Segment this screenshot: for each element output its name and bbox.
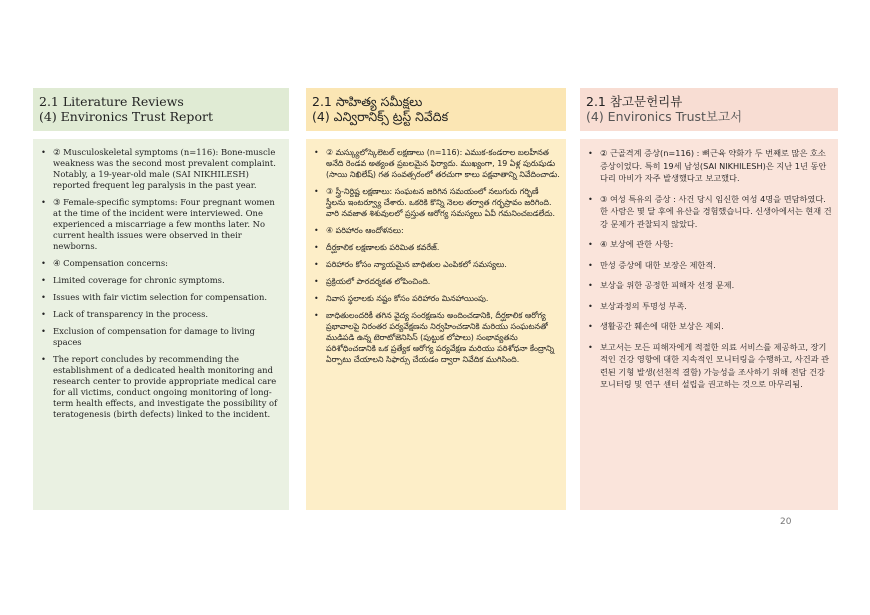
list-item: • ప్రక్రియలో పారదర్శకత లోపించింది. <box>312 276 560 287</box>
telugu-column <box>306 88 566 510</box>
list-item: • 보상을 위한 공정한 피해자 선정 문제. <box>586 279 832 292</box>
list-item: • 만성 증상에 대한 보장은 제한적. <box>586 259 832 272</box>
english-header <box>33 88 289 131</box>
korean-column <box>580 88 838 510</box>
telugu-body <box>306 139 566 510</box>
korean-bullet-list <box>586 147 832 391</box>
english-column <box>33 88 289 510</box>
telugu-header <box>306 88 566 131</box>
list-item: • పరిహారం కోసం న్యాయమైన బాధితుల ఎంపికలో సమస్యలు. <box>312 259 560 270</box>
korean-header <box>580 88 838 131</box>
list-item: • Exclusion of compensation for damage to living spaces <box>39 326 283 348</box>
list-item: • 생활공간 훼손에 대한 보상은 제외. <box>586 320 832 333</box>
english-subtitle: (4) Environics Trust Report <box>39 109 213 124</box>
telugu-bullet-list <box>312 147 560 365</box>
list-item: • ④ పరిహారం ఆందోళనలు: <box>312 225 560 236</box>
telugu-subtitle: (4) ఎన్విరానిక్స్ ట్రస్ట్ నివేదిక <box>312 109 449 124</box>
list-item: • Lack of transparency in the process. <box>39 309 283 320</box>
list-item: • ③ స్త్రీ-నిర్దిష్ట లక్షణాలు: సంఘటన జరిగిన సమయంలో నలుగురు గర్భిణీ స్త్రీలను ఇంటర్వ్యూ చేశారు. ఒకరికి కొన్ని నెలల తర్వాత గర్భస్రావం జరిగింది. వారి నవజాత శిశువులలో ప్రస్తుత ఆరోగ్య సమస్యలు ఏవీ గమనించబడలేదు. <box>312 186 560 219</box>
list-item: • నివాస స్థలాలకు నష్టం కోసం పరిహారం మినహాయింపు. <box>312 293 560 304</box>
list-item: • 보상과정의 투명성 부족. <box>586 300 832 313</box>
list-item: • ③ Female-specific symptoms: Four pregnant women at the time of the incident were interviewed. One experienced a miscarriage a few months later. No current health issues were observed in their newborns. <box>39 197 283 252</box>
page-number: 20 <box>780 517 792 527</box>
english-body <box>33 139 289 510</box>
list-item: • Issues with fair victim selection for compensation. <box>39 292 283 303</box>
telugu-title: 2.1 సాహిత్య సమీక్షలు <box>312 94 423 109</box>
list-item: • ② 근골격계 증상(n=116) : 뼈근육 약화가 두 번째로 많은 호소증상이었다. 특히 19세 남성(SAI NIKHILESH)은 지난 1년 동안 다리 마비가 자주 발생했다고 보고했다. <box>586 147 832 185</box>
list-item: • ② మస్క్యులోస్కెలెటల్ లక్షణాలు (n=116): ఎముక-కండరాల బలహీనత అనేది రెండవ అత్యంత ప్రబలమైన ఫిర్యాదు. ముఖ్యంగా, 19 ఏళ్ల పురుషుడు (సాయి నిఖిలేష్) గత సంవత్సరంలో తరచుగా కాలు పక్షవాతాన్ని నివేదించాడు. <box>312 147 560 180</box>
list-item: • The report concludes by recommending the establishment of a dedicated health monitoring and research center to provide appropriate medical care for all victims, conduct ongoing monitoring of long-term health effects, and investigate the possibility of teratogenesis (birth defects) linked to the incident. <box>39 354 283 420</box>
list-item: • ④ 보상에 관한 사항: <box>586 238 832 251</box>
korean-body <box>580 139 838 510</box>
korean-title: 2.1 참고문헌리뷰 <box>586 94 683 109</box>
list-item: • 보고서는 모든 피해자에게 적절한 의료 서비스를 제공하고, 장기적인 건강 영향에 대한 지속적인 모니터링을 수행하고, 사건과 관련된 기형 발생(선천적 결함) 가능성을 조사하기 위해 전담 건강 모니터링 및 연구 센터 설립을 권고하는 것으로 마무리됨. <box>586 341 832 391</box>
list-item: • ② Musculoskeletal symptoms (n=116): Bone-muscle weakness was the second most prevalent complaint. Notably, a 19-year-old male (SAI NIKHILESH) reported frequent leg paralysis in the past year. <box>39 147 283 191</box>
list-item: • ③ 여성 특유의 증상 : 사건 당시 임신한 여성 4명을 면담하였다. 한 사람은 몇 달 후에 유산을 경험했습니다. 신생아에서는 현재 건강 문제가 관찰되지 않았다. <box>586 193 832 231</box>
english-title: 2.1 Literature Reviews <box>39 94 184 109</box>
english-bullet-list <box>39 147 283 420</box>
list-item: • Limited coverage for chronic symptoms. <box>39 275 283 286</box>
list-item: • బాధితులందరికీ తగిన వైద్య సంరక్షణను అందించడానికి, దీర్ఘకాలిక ఆరోగ్య ప్రభావాలపై నిరంతర పర్యవేక్షణను నిర్వహించడానికి మరియు సంఘటనతో ముడిపడి ఉన్న టెరాటోజెనిసిస్ (పుట్టుక లోపాలు) సంభావ్యతను పరిశోధించడానికి ఒక ప్రత్యేక ఆరోగ్య పర్యవేక్షణ మరియు పరిశోధనా కేంద్రాన్ని ఏర్పాటు చేయాలని సిఫార్సు చేయడం ద్వారా నివేదిక ముగిసింది. <box>312 310 560 365</box>
korean-subtitle: (4) Environics Trust보고서 <box>586 109 743 124</box>
list-item: • దీర్ఘకాలిక లక్షణాలకు పరిమిత కవరేజ్. <box>312 242 560 253</box>
list-item: • ④ Compensation concerns: <box>39 258 283 269</box>
